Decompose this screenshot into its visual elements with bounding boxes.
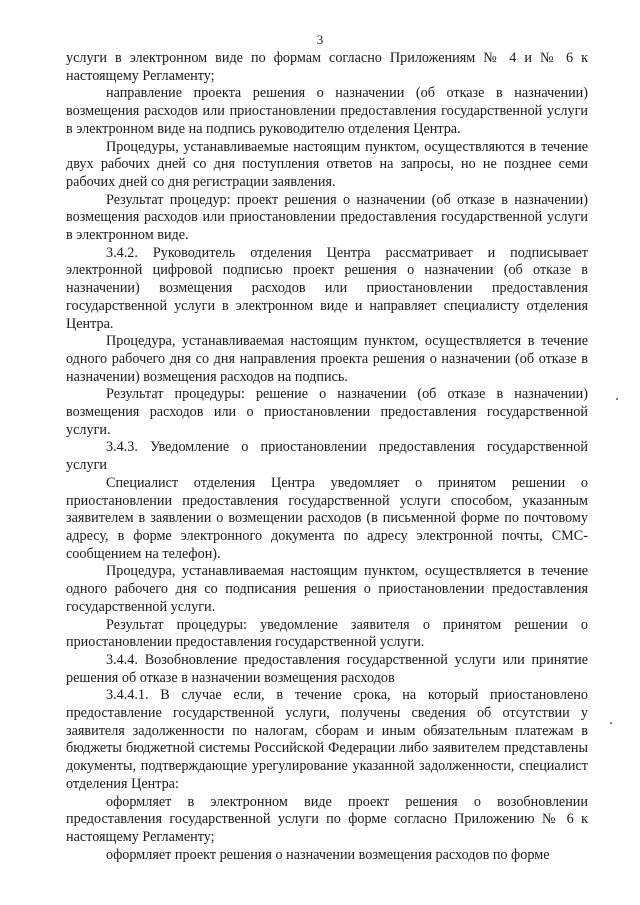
paragraph: услуги в электронном виде по формам согласно Приложениям № 4 и № 6 к настоящему Регламенту;	[66, 50, 588, 84]
paragraph: 3.4.4.1. В случае если, в течение срока, на который приостановлено предоставление государственной услуги, получены сведения об отсутствии у заявителя задолженности по налогам, сборам и иным обязательным платежам в бюджеты бюджетной системы Российской Федерации либо заявителем представлены документы, подтверждающие урегулирование указанной задолженности, специалист отделения Центра:	[66, 687, 588, 792]
page-number: 3	[316, 32, 324, 47]
paragraph: оформляет в электронном виде проект решения о возобновлении предоставления государственной услуги по форме согласно Приложению № 6 к настоящему Регламенту;	[66, 793, 588, 845]
paragraph: Процедуры, устанавливаемые настоящим пунктом, осуществляются в течение двух рабочих дней со дня поступления ответов на запросы, но не позднее семи рабочих дней со дня регистрации заявления.	[66, 138, 588, 190]
paragraph: Процедура, устанавливаемая настоящим пунктом, осуществляется в течение одного рабочего дня со дня направления проекта решения о назначении (об отказе в назначении) возмещения расходов на подпись.	[66, 333, 588, 385]
paragraph: направление проекта решения о назначении (об отказе в назначении) возмещения расходов или приостановлении предоставления государственной услуги в электронном виде на подпись руководителю отделения Центра.	[66, 85, 588, 137]
paragraph: 3.4.2. Руководитель отделения Центра рассматривает и подписывает электронной цифровой подписью проект решения о назначении (об отказе в назначении) возмещения расходов или приостановлении предоставления государственной услуги в электронном виде и направляет специалисту отделения Центра.	[66, 244, 588, 332]
paragraph: Специалист отделения Центра уведомляет о принятом решении о приостановлении предоставления государственной услуги способом, указанным заявителем в заявлении о возмещении расходов (в письменной форме по почтовому адресу, в форме электронного документа по адресу электронной почты, СМС-сообщением на телефон).	[66, 474, 588, 562]
paragraph: Результат процедуры: решение о назначении (об отказе в назначении) возмещения расходов или о приостановлении предоставления государственной услуги.	[66, 386, 588, 438]
paragraph: 3.4.3. Уведомление о приостановлении предоставления государственной услуги	[66, 439, 588, 474]
document-body	[66, 50, 588, 864]
paragraph: 3.4.4. Возобновление предоставления государственной услуги или принятие решения об отказе в назначении возмещения расходов	[66, 651, 588, 686]
scan-speck	[610, 722, 612, 724]
paragraph: Процедура, устанавливаемая настоящим пунктом, осуществляется в течение одного рабочего дня со подписания решения о приостановлении предоставления государственной услуги.	[66, 563, 588, 615]
scan-speck	[616, 398, 618, 400]
paragraph: оформляет проект решения о назначении возмещения расходов по форме	[106, 846, 550, 863]
paragraph: Результат процедуры: уведомление заявителя о принятом решении о приостановлении предоставления государственной услуги.	[66, 616, 588, 651]
paragraph: Результат процедур: проект решения о назначении (об отказе в назначении) возмещения расходов или приостановлении предоставления государственной услуги в электронном виде.	[66, 191, 588, 244]
